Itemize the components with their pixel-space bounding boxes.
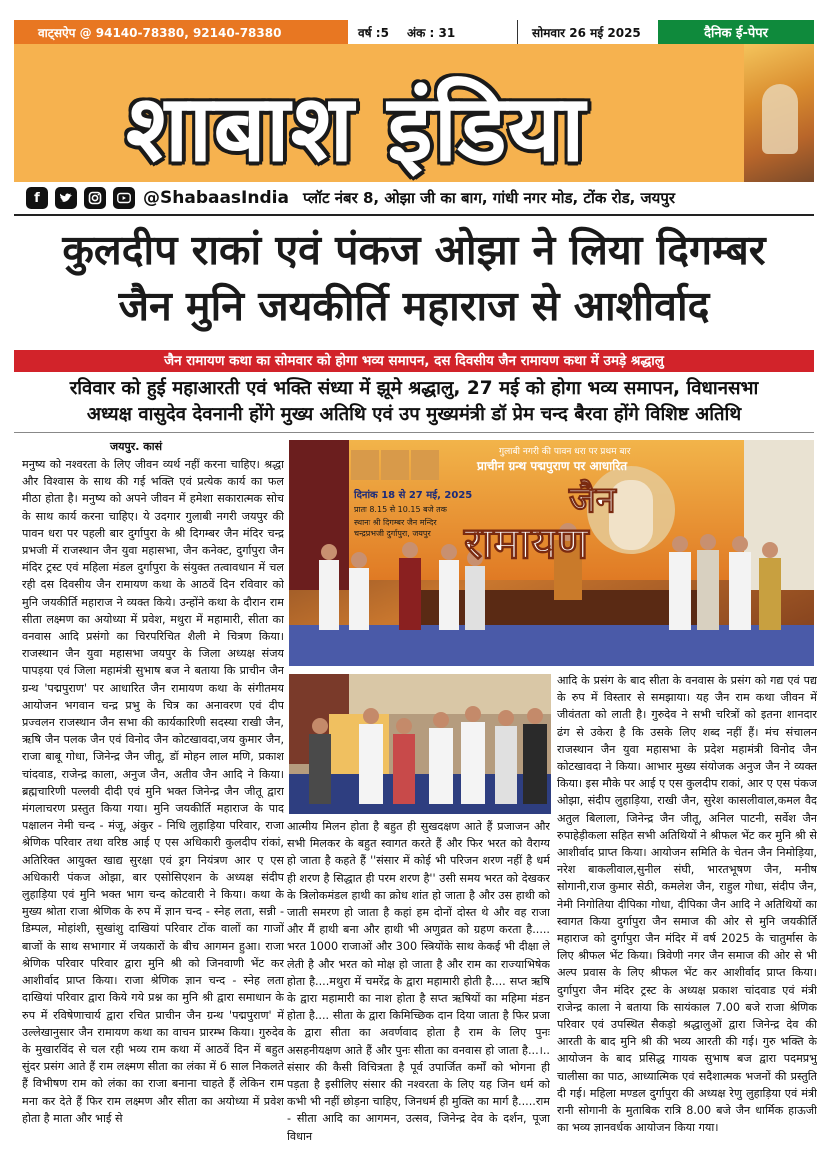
social-icons [14,187,135,209]
event-stage-photo [289,440,814,666]
social-strip [14,182,814,216]
office-address: प्लॉट नंबर 8, ओझा जी का बाग, गांधी नगर मोड, टोंक रोड, जयपुर [303,189,676,207]
article-column-2: आत्मीय मिलन होता है बहुत ही सुखदक्षण आते हैं प्रजाजन और सभी मिलकर के बहुत स्वागत करते हैं और फिर भरत को वैराग्य हो जाता है कहते हैं ''संसार में कोई भी परिजन शरण नहीं है धर्म ही शरण है सिद्धात ही परम शरण है'' उसी समय भरत को देखकर के त्रिलोकमंडल हाथी का क्रोध शांत हो जाता है और उस हाथी को जाती समरण हो जाता है कहां हम दोनों दोस्त थे और वह राजा और मैं हाथी बना और हाथी भी अणुव्रत को ग्रहण करता है..... भरत 1000 राजाओं और 300 स्त्रियोंके साथ केकई भी दीक्षा ले लेती है और भरत को मोक्ष हो जाता है और राम का राज्याभिषेक होता है....मथुरा में चमरेंद्र के द्वारा महामारी होती है.... सप्त ऋषि के द्वारा महामारी का नाश होता है सप्त ऋषियों का महिमा मंडन होता है.... सीता के द्वारा किमिच्छिक दान दिया जाता है फिर प्रजा के द्वारा सीता का अवर्णवाद होता है राम के लिए पुनः असहनीयक्षण आते हैं और पुनः सीता का वनवास हो जाता है...।.. संसार की कैसी विचित्रता है पूर्व उपार्जित कर्मों को भोगना ही पड़ता है इसीलिए संसार की नश्वरता के लिए यह जिन धर्म को कभी भी नहीं छोड़ना चाहिए, जिनधर्म ही मुक्ति का मार्ग है.....राम - सीता आदि का आगमन, उत्सव, जिनेन्द्र देव के दर्शन, पूजा विधान [287,820,550,1143]
headline-line-2: जैन मुनि जयकीर्ति महाराज से आशीर्वाद [118,282,710,330]
article-column-3: आदि के प्रसंग के बाद सीता के वनवास के प्रसंग को गद्य एवं पद्य के रुप में विस्तार से समझाया। यह जैन राम कथा जीवन में जीवंतता को लाती है। गुरुदेव ने सभी चरित्रों को इतना शानदार ढंग से उकेरा है कि उसके लिए शब्द नहीं हैं। मंच संचालन राजस्थान जैन युवा महासभा के प्रदेश महामंत्री विनोद जैन कोटखावदा ने किया। आभार मुख्य संयोजक अनुज जैन ने व्यक्त किया। इस मौके पर आई ए एस कुलदीप राकां, आर ए एस पंकज ओझा, संदीप लुहाड़िया, राखी जैन, सुरेश कासलीवाल,कमल वैद अतुल बिलाला, जिनेन्द्र जैन जीतू, अनिल पाटनी, सर्वेश जैन रुपाहेड़ीकला सहित सभी अतिथियों ने श्रीफल भेंट कर मुनि श्री से आशीर्वाद प्राप्त किया। आयोजन समिति के चेतन जैन निमोड़िया, नरेश बाकलीवाल,सुनील संघी, भारतभूषण जैन, मनीष सोगानी,राज कुमार सेठी, कमलेश जैन, राहुल गोधा, संदीप जैन, नेमी निगोतिया दीपिका गोधा, दीपिका जैन आदि ने अतिथियों का स्वागत किया दुर्गापुरा जैन समाज की ओर से मुनि जयकीर्ति महाराज को दुर्गापुरा जैन मंदिर में वर्ष 2025 के चातुर्मास के लिए श्रीफल भेंट किया। त्रिवेणी नगर जैन समाज की ओर से भी अल्प प्रवास के लिए श्रीफल भेंट कर आशीर्वाद प्राप्त किया। दुर्गापुरा जैन मंदिर ट्रस्ट के अध्यक्ष प्रकाश चांदवाड एवं मंत्री राजेन्द्र काला ने बताया कि सायंकाल 7.00 बजे राजा श्रेणिक परिवार एवं उपस्थित सैकड़ो श्रद्धालुओं द्वारा जिनेन्द्र देव की आरती के बाद मुनि श्री की भव्य आरती की गई। गुरु भक्ति के आयोजन के बाद प्रसिद्ध गायक सुभाष बज द्वारा पदमप्रभु चालीसा का पाठ, आध्यात्मिक एवं सदैशात्मक भजनों की प्रस्तुति दी गई। महिला मण्डल दुर्गापुरा की अध्यक्ष रेणु लुहाड़िया एवं मंत्री रानी सोगानी के मुताबिक रात्रि 8.00 बजे जैन धार्मिक हाऊजी का भव्य ज्ञानवर्धक आयोजन किया गया। [557,674,817,1135]
banner-venue-line-1: स्थानः श्री दिगम्बर जैन मन्दिर [354,518,437,527]
youtube-icon[interactable] [113,187,135,209]
article-subheadline: जैन रामायण कथा का सोमवार को होगा भव्य समापन, दस दिवसीय जैन रामायण कथा में उमड़े श्रद्धालु [14,350,814,372]
issue-label: अंक : 31 [406,25,456,40]
instagram-icon[interactable] [84,187,106,209]
masthead [14,44,814,182]
banner-time-line: प्रातः 8.15 से 10.15 बजे तक [354,505,447,514]
banner-ramayan-text: रामायण [464,518,589,569]
twitter-icon[interactable] [55,187,77,209]
top-strip [14,20,814,44]
deck-line-1: रविवार को हुई महाआरती एवं भक्ति संध्या में झूमे श्रद्धालु, 27 मई को होगा भव्य समापन, विधानसभा [69,378,759,399]
whatsapp-contact: वाट्सऐप @ 94140-78380, 92140-78380 [14,20,348,44]
stage-photo-graphic [289,440,814,666]
banner-venue-line-2: चन्द्रप्रभजी दुर्गापुरा, जयपुर [354,529,431,538]
blessing-photo [289,674,551,814]
year-label: वर्ष :5 [358,25,389,40]
banner-top-line-1: गुलाबी नगरी की पावन धरा पर प्रथम बार [499,447,631,457]
issue-info [348,20,518,44]
article-column-1: मनुष्य को नश्वरता के लिए जीवन व्यर्थ नहीं करना चाहिए। श्रद्धा और विश्वास के साथ की गई भक्ति एवं प्रत्येक कार्य का फल मीठा होता है। मनुष्य को अपने जीवन में हमेशा सकारात्मक सोच के साथ कार्य करना चाहिए। ये उदगार गुलाबी नगरी जयपुर की पावन धरा पर पहली बार दुर्गापुरा के श्री दिगम्बर जैन मंदिर चन्द्र प्रभजी में राजस्थान जैन युवा महासभा, जैन कनेक्ट, दुर्गापुरा जैन मंदिर ट्रस्ट एवं महिला मंडल दुर्गापुरा के संयुक्त तत्वावधान में चल रही दस दिवसीय जैन रामायण कथा के आठवें दिन रविवार को मुनि जयकीर्ति महाराज ने व्यक्त किये। उन्होंने कथा के दौरान राम सीता लक्ष्मण का अयोध्या में प्रवेश, मथुरा में महामारी, सीता का वनवास आदि प्रसंगो का चिरपरिचित शैली मे चित्रण किया। राजस्थान जैन युवा महासभा जयपुर के जिला अध्यक्ष संजय पापड़या एवं जिला महामंत्री सुभाष बज ने बताया कि प्राचीन जैन ग्रन्थ 'पद्मपुराण' पर आधारित जैन रामायण कथा के संगीतमय आयोजन भगवान चन्द्र प्रभु के चित्र का अनावरण एवं दीप प्रज्वलन राजस्थान जैन सभा की कार्यकारिणी सदस्या राखी जैन, ऋषि जैन पलक जैन एवं विनोद जैन कोटखावदा,जय कुमार जैन, राजा बाबू गोधा, जिनेन्द्र जैन जीतू, डॉ मोहन लाल मणि, प्रकाश चांदवाड, राजेन्द्र काला, अनुज जैन, अतीव जैन आदि ने किया। ब्रह्मचारिणी पल्लवी दीदी एवं मुनि भक्त जिनेन्द्र जैन जीतू द्वारा मंगलाचरण प्रस्तुत किया गया। मुनि जयकीर्ति महाराज के पाद पक्षालन नेमी चन्द - मंजू, अंकुर - निधि लुहाड़िया परिवार, राजा श्रेणिक परिवार तथा वरिष्ठ आई ए एस अधिकारी कुलदीप रांकां, अतिरिक्त आयुक्त खाद्य सुरक्षा एवं ड्रग नियंत्रण आर ए एस अधिकारी पंकज ओझा, बार एसोसिएशन के अध्यक्ष संदीप लुहाड़िया एवं मुनि भक्त भाग चन्द कोटवारी ने किया। कथा के मुख्य श्रोता राजा श्रेणिक के रुप में ज्ञान चन्द - स्नेह लता, सन्नी - डिम्पल, मोहांशी, सुखांशु दाखियां परिवार टोंक वालों का गाजों बाजों के साथ सभागार में जयकारों के बीच आगमन हुआ। राजा श्रेणिक परिवार परिवार द्वारा मुनि श्री को जिनवाणी भेंट कर आशीर्वाद प्राप्त किया। राजा श्रेणिक ज्ञान चन्द - स्नेह लता दाखियां परिवार द्वारा किये गये प्रश्न का मुनि श्री द्वारा समाधान के रुप में रविषेणाचार्य द्वारा रचित प्राचीन जैन ग्रन्थ 'पद्मपुराण' में उल्लेखानुसार जैन रामायण कथा का वाचन प्रारम्भ किया। गुरुदेव के मुखारविंद से चल रही भव्य राम कथा में आठवें दिन में बहुत सुंदर प्रसंग आते हैं राम लक्ष्मण सीता का लंका में 6 साल निकलते हैं विभीषण राम को लंका का राजा बनाना चाहते हैं लेकिन राम मना कर देते हैं फिर राम लक्ष्मण और सीता का अयोध्या में प्रवेश होता है माता और भाई से [22,458,284,1125]
article-headline [14,222,814,334]
social-handle[interactable]: @ShabaasIndia [143,188,289,208]
facebook-icon[interactable]: f [26,187,48,209]
edition-label: दैनिक ई-पेपर [658,20,814,44]
divider [14,432,814,433]
blessing-photo-graphic [289,674,551,814]
issue-date: सोमवार 26 मई 2025 [532,25,641,40]
banner-top-line-2: प्राचीन ग्रन्थ पद्मपुराण पर आधारित [477,459,628,473]
deck-line-2: अध्यक्ष वासुदेव देवनानी होंगे मुख्य अतिथि एवं उप मुख्यमंत्री डॉ प्रेम चन्द बैरवा होंगे विशिष्ट अतिथि [86,404,742,425]
headline-line-1: कुलदीप राकां एवं पंकज ओझा ने लिया दिगम्बर [62,226,766,274]
masthead-photo [744,44,814,182]
article-deck [14,376,814,428]
banner-date-line: दिनांक 18 से 27 मई, 2025 [354,490,473,501]
newspaper-title: शाबाश इंडिया [126,75,586,182]
byline: जयपुर. कासं [110,440,163,453]
banner-jain-text: जैन [569,480,616,521]
